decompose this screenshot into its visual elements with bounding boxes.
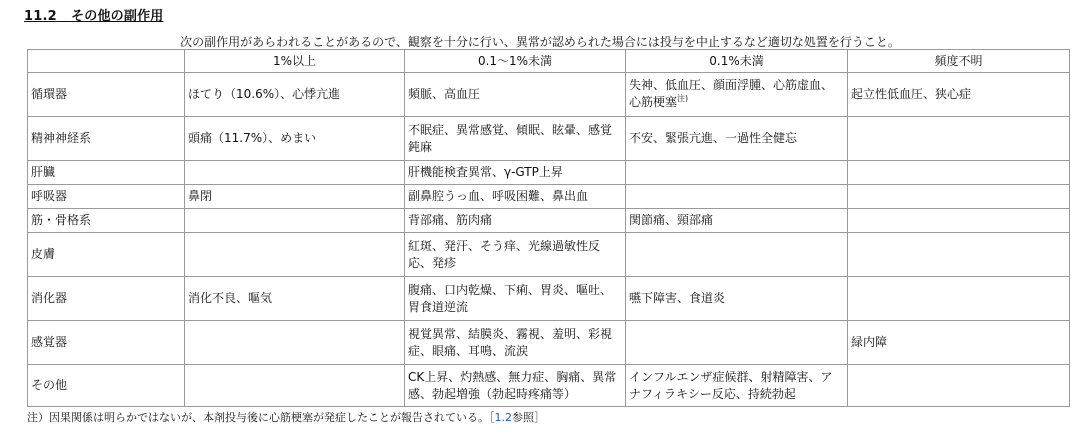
header-freq-unknown: 頻度不明 [848,50,1070,73]
footnote-suffix: 参照］ [512,411,545,424]
cell-1pct-plus: 消化不良、嘔気 [185,277,405,321]
cell-unknown [848,233,1070,277]
category-cell: 肝臓 [28,161,185,185]
header-freq-1pct-plus: 1%以上 [185,50,405,73]
cell-0.1-1pct: 腹痛、口内乾燥、下痢、胃炎、嘔吐、胃食道逆流 [405,277,626,321]
cell-unknown [848,117,1070,161]
cell-1pct-plus: 鼻閉 [185,185,405,209]
cell-1pct-plus [185,365,405,407]
cell-1pct-plus: ほてり（10.6%）、心悸亢進 [185,73,405,117]
table-row [28,321,1070,365]
cell-under-0.1pct [626,233,848,277]
cell-0.1-1pct: 視覚異常、結膜炎、霧視、羞明、彩視症、眼痛、耳鳴、流涙 [405,321,626,365]
table-row [28,365,1070,407]
cell-1pct-plus [185,233,405,277]
reference-link[interactable]: 1.2 [494,411,512,424]
cell-1pct-plus [185,321,405,365]
category-cell: 精神神経系 [28,117,185,161]
cell-under-0.1pct [626,321,848,365]
cell-1pct-plus [185,161,405,185]
table-row [28,209,1070,233]
category-cell: 筋・骨格系 [28,209,185,233]
section-number: 11.2 [24,9,57,24]
footnote [27,409,545,425]
cell-unknown: 緑内障 [848,321,1070,365]
section-title: その他の副作用 [71,9,164,24]
cell-text: 失神、低血圧、顔面浮腫、心筋虚血、心筋梗塞 [629,78,834,109]
category-cell: 感覚器 [28,321,185,365]
table-row [28,277,1070,321]
category-cell: 呼吸器 [28,185,185,209]
cell-0.1-1pct: 不眠症、異常感覚、傾眠、眩暈、感覚鈍麻 [405,117,626,161]
cell-under-0.1pct [626,73,848,117]
cell-1pct-plus [185,209,405,233]
header-freq-0.1-1pct: 0.1～1%未満 [405,50,626,73]
category-cell: その他 [28,365,185,407]
cell-unknown [848,277,1070,321]
cell-under-0.1pct [626,161,848,185]
cell-0.1-1pct: 紅斑、発汗、そう痒、光線過敏性反応、発疹 [405,233,626,277]
cell-1pct-plus: 頭痛（11.7%）、めまい [185,117,405,161]
cell-under-0.1pct: 嚥下障害、食道炎 [626,277,848,321]
cell-0.1-1pct: 背部痛、筋肉痛 [405,209,626,233]
category-cell: 循環器 [28,73,185,117]
footnote-marker: 注) [677,94,689,103]
cell-under-0.1pct: 関節痛、頸部痛 [626,209,848,233]
header-freq-under-0.1pct: 0.1%未満 [626,50,848,73]
intro-text: 次の副作用があらわれることがあるので、観察を十分に行い、異常が認められた場合には投与を中止するなど適切な処置を行うこと。 [180,35,900,49]
cell-0.1-1pct: 肝機能検査異常、γ-GTP上昇 [405,161,626,185]
cell-unknown: 起立性低血圧、狭心症 [848,73,1070,117]
category-cell: 皮膚 [28,233,185,277]
table-row [28,73,1070,117]
table-row [28,185,1070,209]
cell-unknown [848,185,1070,209]
section-heading [24,5,163,24]
cell-unknown [848,365,1070,407]
cell-under-0.1pct: インフルエンザ症候群、射精障害、アナフィラキシー反応、持続勃起 [626,365,848,407]
table-row [28,233,1070,277]
cell-unknown [848,161,1070,185]
cell-unknown [848,209,1070,233]
table-header-row [28,50,1070,73]
cell-under-0.1pct [626,185,848,209]
footnote-text: 注）因果関係は明らかではないが、本剤投与後に心筋梗塞が発症したことが報告されている。［ [27,411,495,424]
cell-0.1-1pct: 頻脈、高血圧 [405,73,626,117]
side-effects-table [27,49,1070,407]
cell-under-0.1pct: 不安、緊張亢進、一過性全健忘 [626,117,848,161]
table-row [28,161,1070,185]
category-cell: 消化器 [28,277,185,321]
header-category [28,50,185,73]
cell-0.1-1pct: 副鼻腔うっ血、呼吸困難、鼻出血 [405,185,626,209]
cell-0.1-1pct: CK上昇、灼熱感、無力症、胸痛、異常感、勃起増強（勃起時疼痛等） [405,365,626,407]
table-row [28,117,1070,161]
